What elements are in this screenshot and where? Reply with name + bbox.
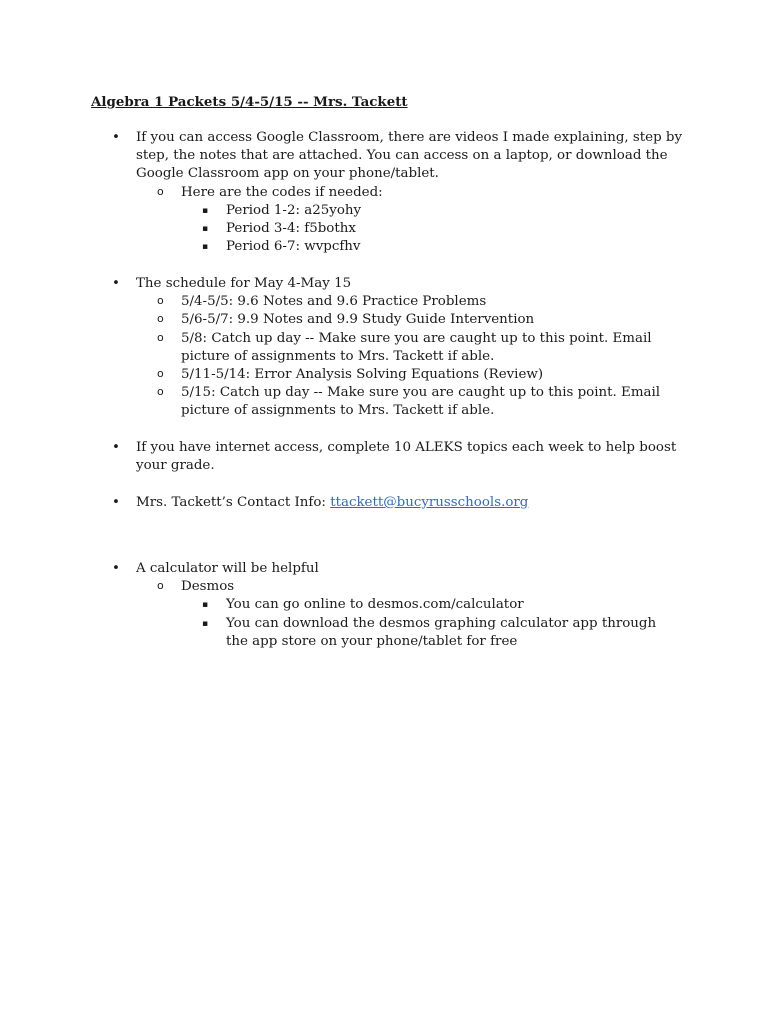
list-item — [0, 596, 666, 614]
classroom-section — [0, 129, 770, 256]
schedule-item: 5/6-5/7: 9.9 Notes and 9.9 Study Guide Intervention — [181, 312, 535, 328]
calculator-detail: You can go online to desmos.com/calculator — [226, 597, 524, 613]
list-item — [0, 275, 686, 293]
circle-marker: o — [157, 294, 164, 308]
email-link[interactable]: ttackett@bucyrusschools.org — [330, 495, 529, 510]
square-marker: ▪ — [202, 600, 209, 611]
list-item — [0, 330, 681, 366]
list-item — [0, 384, 681, 420]
schedule-item: 5/15: Catch up day -- Make sure you are caught up to this point. Email picture of assignments to Mrs. Tackett if able. — [181, 385, 661, 419]
aleks-text: If you have internet access, complete 10 ALEKS topics each week to help boost your grade. — [136, 440, 677, 474]
bullet-marker: • — [112, 495, 120, 510]
contact-label: Mrs. Tackett’s Contact Info: — [136, 495, 331, 510]
circle-marker: o — [157, 367, 164, 381]
schedule-item: 5/4-5/5: 9.6 Notes and 9.6 Practice Problems — [181, 294, 487, 310]
list-item — [0, 293, 681, 311]
calculator-sub: Desmos — [181, 579, 235, 595]
list-item — [0, 311, 681, 329]
aleks-section — [0, 439, 770, 475]
codes-intro: Here are the codes if needed: — [181, 184, 383, 200]
bullet-marker: • — [112, 440, 120, 455]
bullet-marker: • — [112, 276, 120, 291]
schedule-heading: The schedule for May 4-May 15 — [136, 276, 352, 291]
schedule-section — [0, 275, 770, 421]
calculator-detail: You can download the desmos graphing calculator app through the app store on your phone/tablet for free — [226, 615, 657, 649]
calculator-section — [0, 560, 770, 651]
list-item — [0, 202, 666, 220]
circle-marker: o — [157, 330, 164, 344]
list-item — [0, 238, 666, 256]
list-item — [0, 615, 666, 651]
list-item — [0, 184, 681, 202]
list-item — [0, 129, 686, 184]
square-marker: ▪ — [202, 224, 209, 235]
list-item — [0, 439, 686, 475]
class-code: Period 6-7: wvpcfhv — [226, 239, 361, 255]
contact-section — [0, 494, 770, 512]
square-marker: ▪ — [202, 618, 209, 629]
list-item — [0, 366, 681, 384]
class-code: Period 1-2: a25yohy — [226, 202, 362, 218]
list-item — [0, 220, 666, 238]
classroom-text: If you can access Google Classroom, there are videos I made explaining, step by step, the notes that are attached. You can access on a laptop, or download the Google Classroom app on your phone/tablet. — [136, 130, 683, 182]
circle-marker: o — [157, 312, 164, 326]
calculator-text: A calculator will be helpful — [136, 561, 319, 576]
square-marker: ▪ — [202, 242, 209, 253]
bullet-marker: • — [112, 130, 120, 145]
document-title: Algebra 1 Packets 5/4-5/15 -- Mrs. Tackett — [91, 94, 408, 110]
list-item — [0, 560, 686, 578]
list-item — [0, 494, 686, 512]
square-marker: ▪ — [202, 205, 209, 216]
class-code: Period 3-4: f5bothx — [226, 221, 356, 237]
circle-marker: o — [157, 579, 164, 593]
schedule-item: 5/8: Catch up day -- Make sure you are caught up to this point. Email picture of assignments to Mrs. Tackett if able. — [181, 330, 652, 364]
schedule-item: 5/11-5/14: Error Analysis Solving Equations (Review) — [181, 367, 544, 383]
circle-marker: o — [157, 385, 164, 399]
circle-marker: o — [157, 184, 164, 198]
list-item — [0, 578, 681, 596]
bullet-marker: • — [112, 561, 120, 576]
